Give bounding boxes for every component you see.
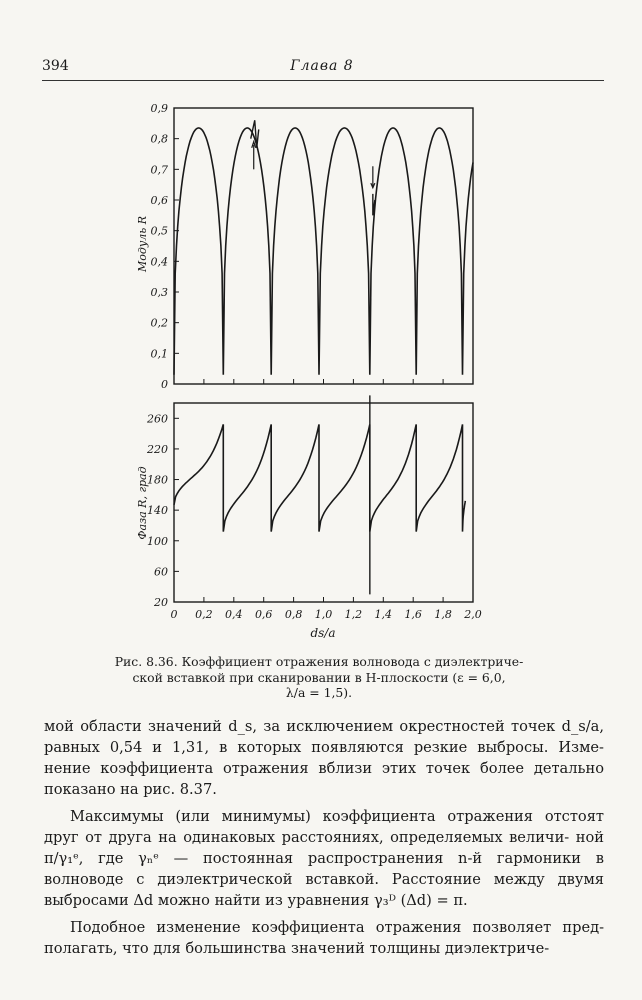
plot-frame xyxy=(174,108,473,384)
y-tick-label: 0 xyxy=(161,378,168,391)
text-line: Максимумы (или минимумы) коэффициента отражения отстоят xyxy=(70,808,604,825)
text-line: в волноводе с диэлектрической вставкой. Расстояние между двумя xyxy=(44,850,605,888)
y-tick-label: 140 xyxy=(147,504,168,518)
y-tick-label: 260 xyxy=(147,412,168,426)
text-line: нение коэффициента отражения вблизи этих точек более детально xyxy=(44,760,604,777)
caption-line: Рис. 8.36. Коэффициент отражения волновода с диэлектриче- xyxy=(114,654,524,669)
body-text xyxy=(44,716,604,959)
text-line: полагать, что для большинства значений толщины диэлектриче- xyxy=(44,940,550,957)
phase-chart xyxy=(136,395,482,640)
x-tick-label: 1,0 xyxy=(314,608,333,621)
x-tick-label: 1,4 xyxy=(374,608,393,621)
magnitude-chart xyxy=(136,102,473,391)
y-tick-label: 0,5 xyxy=(150,224,168,238)
y-tick-label: 0,8 xyxy=(150,132,168,146)
text-line: равных 0,54 и 1,31, в которых появляются резкие выбросы. Изме- xyxy=(44,739,604,756)
y-tick-label: 220 xyxy=(147,442,168,456)
text-line: друг от друга на одинаковых расстояниях, определяемых величи- xyxy=(44,829,570,846)
x-tick-label: 1,8 xyxy=(434,608,452,621)
x-tick-label: 0 xyxy=(170,608,178,621)
x-tick-label: 0,2 xyxy=(195,608,213,621)
text-line: показано на рис. 8.37. xyxy=(44,781,217,798)
x-tick-label: 1,2 xyxy=(344,608,363,621)
paragraph xyxy=(44,716,604,800)
x-tick-label: 0,4 xyxy=(225,608,243,621)
text-line: выбросами Δd можно найти из уравнения γ₃ᴰ (Δd) = π. xyxy=(44,892,468,909)
x-axis-label: ds/a xyxy=(310,626,336,640)
paragraph xyxy=(44,806,604,911)
y-tick-label: 0,6 xyxy=(150,194,168,207)
y-tick-label: 100 xyxy=(147,534,168,548)
y-axis-label: Фаза R, град xyxy=(136,466,149,540)
x-tick-label: 2,0 xyxy=(464,608,482,621)
magnitude-curve xyxy=(174,128,473,375)
paragraph xyxy=(44,917,604,959)
y-tick-label: 0,7 xyxy=(150,163,168,177)
x-tick-label: 0,6 xyxy=(254,608,273,621)
figure-caption xyxy=(88,654,550,701)
phase-curve xyxy=(174,424,465,531)
y-tick-label: 0,2 xyxy=(150,316,168,330)
y-tick-label: 180 xyxy=(147,473,168,487)
y-axis-label: Модуль R xyxy=(136,215,149,273)
caption-line: λ/a = 1,5). xyxy=(285,685,353,700)
x-tick-label: 1,6 xyxy=(404,608,422,621)
y-tick-label: 20 xyxy=(154,596,168,609)
x-tick-label: 0,8 xyxy=(284,608,303,621)
text-line: Подобное изменение коэффициента отражения позволяет пред- xyxy=(70,919,604,936)
text-line: мой области значений d_s, за исключением окрестностей точек d_s/a, xyxy=(44,718,604,735)
caption-line: ской вставкой при сканировании в H-плоскости (ε = 6,0, xyxy=(132,669,506,685)
y-tick-label: 0,3 xyxy=(150,286,168,299)
y-tick-label: 60 xyxy=(154,565,168,579)
y-tick-label: 0,4 xyxy=(150,255,168,269)
y-tick-label: 0,1 xyxy=(150,347,168,361)
text-line: ной π/γ₁ᵉ, где γₙᵉ — постоянная распространения n-й гармоники xyxy=(44,829,605,867)
page-number: 394 xyxy=(42,58,69,74)
chapter-title: Глава 8 xyxy=(290,58,354,74)
y-tick-label: 0,9 xyxy=(150,102,168,115)
